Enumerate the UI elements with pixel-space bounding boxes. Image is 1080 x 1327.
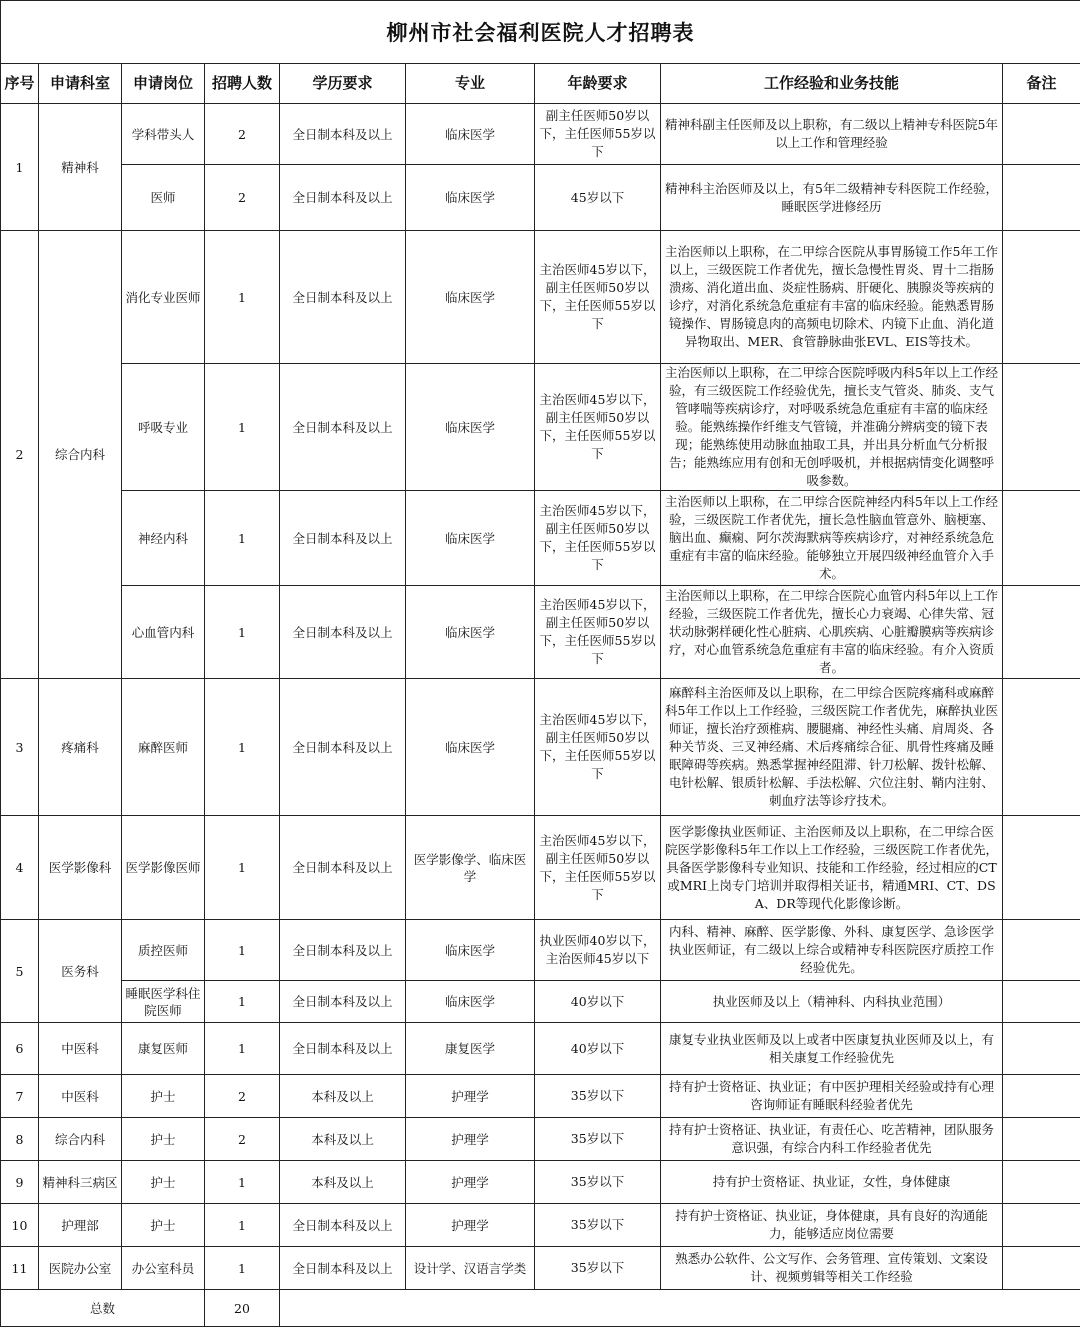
total-label: 总数 xyxy=(1,1290,205,1327)
post-cell: 护士 xyxy=(122,1204,205,1247)
table-row xyxy=(1,165,1080,231)
requirements-cell: 主治医师以上职称，在二甲综合医院从事胃肠镜工作5年工作以上，三级医院工作者优先，擅长急慢性胃炎、胃十二指肠溃疡、消化道出血、炎症性肠病、肝硬化、胰腺炎等疾病的诊疗，对消化系统急危重症有丰富的临床经验。能熟悉胃肠镜操作、胃肠镜息肉的高频电切除术、内镜下止血、消化道异物取出、MER、食管静脉曲张EVL、EIS等技术。 xyxy=(661,231,1003,364)
age-cell: 主治医师45岁以下，副主任医师50岁以下，主任医师55岁以下 xyxy=(535,231,661,364)
header-remarks: 备注 xyxy=(1003,64,1080,104)
header-requirements: 工作经验和业务技能 xyxy=(661,64,1003,104)
post-cell: 医学影像医师 xyxy=(122,816,205,920)
table-row xyxy=(1,231,1080,364)
age-cell: 主治医师45岁以下，副主任医师50岁以下，主任医师55岁以下 xyxy=(535,364,661,491)
table-row xyxy=(1,816,1080,920)
header-age: 年龄要求 xyxy=(535,64,661,104)
post-cell: 护士 xyxy=(122,1161,205,1204)
row-number: 7 xyxy=(1,1075,39,1118)
requirements-cell: 康复专业执业医师及以上或者中医康复执业医师及以上，有相关康复工作经验优先 xyxy=(661,1023,1003,1075)
post-cell: 护士 xyxy=(122,1075,205,1118)
education-cell: 全日制本科及以上 xyxy=(280,231,406,364)
table-row xyxy=(1,1247,1080,1290)
total-blank xyxy=(280,1290,1080,1327)
row-number: 4 xyxy=(1,816,39,920)
major-cell: 护理学 xyxy=(406,1204,535,1247)
header-major: 专业 xyxy=(406,64,535,104)
major-cell: 临床医学 xyxy=(406,981,535,1023)
education-cell: 全日制本科及以上 xyxy=(280,364,406,491)
requirements-cell: 精神科副主任医师及以上职称，有二级以上精神专科医院5年以上工作和管理经验 xyxy=(661,104,1003,165)
count-cell: 1 xyxy=(205,231,280,364)
department-cell: 医务科 xyxy=(39,920,122,1023)
remarks-cell xyxy=(1003,104,1080,165)
remarks-cell xyxy=(1003,491,1080,586)
count-cell: 1 xyxy=(205,1247,280,1290)
post-cell: 质控医师 xyxy=(122,920,205,981)
post-cell: 康复医师 xyxy=(122,1023,205,1075)
header-no: 序号 xyxy=(1,64,39,104)
remarks-cell xyxy=(1003,364,1080,491)
table-row xyxy=(1,1023,1080,1075)
education-cell: 全日制本科及以上 xyxy=(280,165,406,231)
major-cell: 临床医学 xyxy=(406,231,535,364)
education-cell: 全日制本科及以上 xyxy=(280,920,406,981)
age-cell: 40岁以下 xyxy=(535,981,661,1023)
major-cell: 临床医学 xyxy=(406,586,535,679)
header-edu: 学历要求 xyxy=(280,64,406,104)
requirements-cell: 熟悉办公软件、公文写作、会务管理、宣传策划、文案设计、视频剪辑等相关工作经验 xyxy=(661,1247,1003,1290)
table-row xyxy=(1,1161,1080,1204)
remarks-cell xyxy=(1003,231,1080,364)
department-cell: 医学影像科 xyxy=(39,816,122,920)
age-cell: 45岁以下 xyxy=(535,165,661,231)
age-cell: 主治医师45岁以下，副主任医师50岁以下，主任医师55岁以下 xyxy=(535,586,661,679)
education-cell: 全日制本科及以上 xyxy=(280,1023,406,1075)
age-cell: 35岁以下 xyxy=(535,1075,661,1118)
major-cell: 临床医学 xyxy=(406,104,535,165)
post-cell: 心血管内科 xyxy=(122,586,205,679)
major-cell: 临床医学 xyxy=(406,491,535,586)
post-cell: 学科带头人 xyxy=(122,104,205,165)
table-row xyxy=(1,920,1080,981)
requirements-cell: 主治医师以上职称，在二甲综合医院心血管内科5年以上工作经验，三级医院工作者优先，擅长心力衰竭、心律失常、冠状动脉粥样硬化性心脏病、心肌疾病、心脏瓣膜病等疾病诊疗，对心血管系统急危重症有丰富的临床经验。有介入资质者。 xyxy=(661,586,1003,679)
age-cell: 主治医师45岁以下，副主任医师50岁以下，主任医师55岁以下 xyxy=(535,679,661,816)
requirements-cell: 麻醉科主治医师及以上职称，在二甲综合医院疼痛科或麻醉科5年工作以上工作经验，三级医院工作者优先，麻醉执业医师证，擅长治疗颈椎病、腰腿痛、神经性头痛、肩周炎、各种关节炎、三叉神经痛、术后疼痛综合征、肌骨性疼痛及睡眠障碍等疾病。熟悉掌握神经阻滞、针刀松解、拨针松解、电针松解、银质针松解、手法松解、穴位注射、鞘内注射、刺血疗法等诊疗技术。 xyxy=(661,679,1003,816)
count-cell: 1 xyxy=(205,1023,280,1075)
major-cell: 医学影像学、临床医学 xyxy=(406,816,535,920)
requirements-cell: 主治医师以上职称，在二甲综合医院呼吸内科5年以上工作经验，有三级医院工作经验优先，擅长支气管炎、肺炎、支气管哮喘等疾病诊疗，对呼吸系统急危重症有丰富的临床经验。能熟练操作纤维支气管镜，并准确分辨病变的镜下表现；能熟练使用动脉血抽取工具，并出具分析血气分析报告；能熟练应用有创和无创呼吸机，并根据病情变化调整呼吸参数。 xyxy=(661,364,1003,491)
remarks-cell xyxy=(1003,1204,1080,1247)
age-cell: 40岁以下 xyxy=(535,1023,661,1075)
post-cell: 呼吸专业 xyxy=(122,364,205,491)
table-row xyxy=(1,1118,1080,1161)
age-cell: 执业医师40岁以下，主治医师45岁以下 xyxy=(535,920,661,981)
remarks-cell xyxy=(1003,920,1080,981)
requirements-cell: 主治医师以上职称，在二甲综合医院神经内科5年以上工作经验，三级医院工作者优先，擅长急性脑血管意外、脑梗塞、脑出血、癫痫、阿尔茨海默病等疾病诊疗，对神经系统急危重症有丰富的临床经验。能够独立开展四级神经血管介入手术。 xyxy=(661,491,1003,586)
remarks-cell xyxy=(1003,1023,1080,1075)
major-cell: 临床医学 xyxy=(406,920,535,981)
education-cell: 全日制本科及以上 xyxy=(280,679,406,816)
department-cell: 疼痛科 xyxy=(39,679,122,816)
department-cell: 精神科三病区 xyxy=(39,1161,122,1204)
age-cell: 35岁以下 xyxy=(535,1161,661,1204)
remarks-cell xyxy=(1003,679,1080,816)
table-row xyxy=(1,104,1080,165)
major-cell: 临床医学 xyxy=(406,679,535,816)
post-cell: 神经内科 xyxy=(122,491,205,586)
count-cell: 1 xyxy=(205,981,280,1023)
post-cell: 睡眠医学科住院医师 xyxy=(122,981,205,1023)
remarks-cell xyxy=(1003,1161,1080,1204)
post-cell: 麻醉医师 xyxy=(122,679,205,816)
age-cell: 主治医师45岁以下，副主任医师50岁以下，主任医师55岁以下 xyxy=(535,491,661,586)
department-cell: 中医科 xyxy=(39,1075,122,1118)
department-cell: 护理部 xyxy=(39,1204,122,1247)
department-cell: 医院办公室 xyxy=(39,1247,122,1290)
remarks-cell xyxy=(1003,816,1080,920)
count-cell: 1 xyxy=(205,491,280,586)
major-cell: 设计学、汉语言学类 xyxy=(406,1247,535,1290)
requirements-cell: 持有护士资格证、执业证，有责任心、吃苦精神，团队服务意识强，有综合内科工作经验者优先 xyxy=(661,1118,1003,1161)
total-count: 20 xyxy=(205,1290,280,1327)
education-cell: 本科及以上 xyxy=(280,1075,406,1118)
row-number: 1 xyxy=(1,104,39,231)
header-post: 申请岗位 xyxy=(122,64,205,104)
requirements-cell: 精神科主治医师及以上，有5年二级精神专科医院工作经验，睡眠医学进修经历 xyxy=(661,165,1003,231)
age-cell: 35岁以下 xyxy=(535,1204,661,1247)
row-number: 3 xyxy=(1,679,39,816)
requirements-cell: 执业医师及以上（精神科、内科执业范围） xyxy=(661,981,1003,1023)
count-cell: 2 xyxy=(205,165,280,231)
education-cell: 全日制本科及以上 xyxy=(280,1247,406,1290)
row-number: 8 xyxy=(1,1118,39,1161)
age-cell: 35岁以下 xyxy=(535,1247,661,1290)
count-cell: 2 xyxy=(205,1075,280,1118)
row-number: 11 xyxy=(1,1247,39,1290)
row-number: 5 xyxy=(1,920,39,1023)
department-cell: 中医科 xyxy=(39,1023,122,1075)
row-number: 10 xyxy=(1,1204,39,1247)
requirements-cell: 持有护士资格证、执业证，女性，身体健康 xyxy=(661,1161,1003,1204)
count-cell: 2 xyxy=(205,104,280,165)
education-cell: 全日制本科及以上 xyxy=(280,1204,406,1247)
count-cell: 1 xyxy=(205,920,280,981)
education-cell: 全日制本科及以上 xyxy=(280,981,406,1023)
table-row xyxy=(1,364,1080,491)
remarks-cell xyxy=(1003,1247,1080,1290)
table-row xyxy=(1,586,1080,679)
post-cell: 医师 xyxy=(122,165,205,231)
count-cell: 1 xyxy=(205,1161,280,1204)
department-cell: 综合内科 xyxy=(39,1118,122,1161)
department-cell: 综合内科 xyxy=(39,231,122,679)
age-cell: 35岁以下 xyxy=(535,1118,661,1161)
table-row xyxy=(1,1204,1080,1247)
header-count: 招聘人数 xyxy=(205,64,280,104)
education-cell: 全日制本科及以上 xyxy=(280,104,406,165)
major-cell: 临床医学 xyxy=(406,165,535,231)
post-cell: 办公室科员 xyxy=(122,1247,205,1290)
row-number: 2 xyxy=(1,231,39,679)
page-title: 柳州市社会福利医院人才招聘表 xyxy=(1,1,1080,64)
row-number: 9 xyxy=(1,1161,39,1204)
age-cell: 副主任医师50岁以下，主任医师55岁以下 xyxy=(535,104,661,165)
post-cell: 消化专业医师 xyxy=(122,231,205,364)
age-cell: 主治医师45岁以下，副主任医师50岁以下，主任医师55岁以下 xyxy=(535,816,661,920)
requirements-cell: 持有护士资格证、执业证，身体健康，具有良好的沟通能力，能够适应岗位需要 xyxy=(661,1204,1003,1247)
count-cell: 2 xyxy=(205,1118,280,1161)
count-cell: 1 xyxy=(205,816,280,920)
remarks-cell xyxy=(1003,1075,1080,1118)
total-row xyxy=(1,1290,1080,1327)
count-cell: 1 xyxy=(205,586,280,679)
table-row xyxy=(1,981,1080,1023)
count-cell: 1 xyxy=(205,679,280,816)
education-cell: 全日制本科及以上 xyxy=(280,491,406,586)
major-cell: 康复医学 xyxy=(406,1023,535,1075)
header-dept: 申请科室 xyxy=(39,64,122,104)
department-cell: 精神科 xyxy=(39,104,122,231)
table-row xyxy=(1,491,1080,586)
education-cell: 全日制本科及以上 xyxy=(280,816,406,920)
remarks-cell xyxy=(1003,586,1080,679)
major-cell: 护理学 xyxy=(406,1161,535,1204)
requirements-cell: 内科、精神、麻醉、医学影像、外科、康复医学、急诊医学执业医师证，有二级以上综合或精神专科医院医疗质控工作经验优先。 xyxy=(661,920,1003,981)
remarks-cell xyxy=(1003,1118,1080,1161)
table-row xyxy=(1,679,1080,816)
remarks-cell xyxy=(1003,165,1080,231)
count-cell: 1 xyxy=(205,1204,280,1247)
requirements-cell: 持有护士资格证、执业证；有中医护理相关经验或持有心理咨询师证有睡眠科经验者优先 xyxy=(661,1075,1003,1118)
post-cell: 护士 xyxy=(122,1118,205,1161)
education-cell: 本科及以上 xyxy=(280,1118,406,1161)
remarks-cell xyxy=(1003,981,1080,1023)
major-cell: 护理学 xyxy=(406,1075,535,1118)
major-cell: 临床医学 xyxy=(406,364,535,491)
education-cell: 全日制本科及以上 xyxy=(280,586,406,679)
row-number: 6 xyxy=(1,1023,39,1075)
requirements-cell: 医学影像执业医师证、主治医师及以上职称，在二甲综合医院医学影像科5年工作以上工作经验，三级医院工作者优先，具备医学影像科专业知识、技能和工作经验，经过相应的CT或MRI上岗专门培训并取得相关证书，精通MRI、CT、DSA、DR等现代化影像诊断。 xyxy=(661,816,1003,920)
major-cell: 护理学 xyxy=(406,1118,535,1161)
count-cell: 1 xyxy=(205,364,280,491)
education-cell: 本科及以上 xyxy=(280,1161,406,1204)
table-row xyxy=(1,1075,1080,1118)
